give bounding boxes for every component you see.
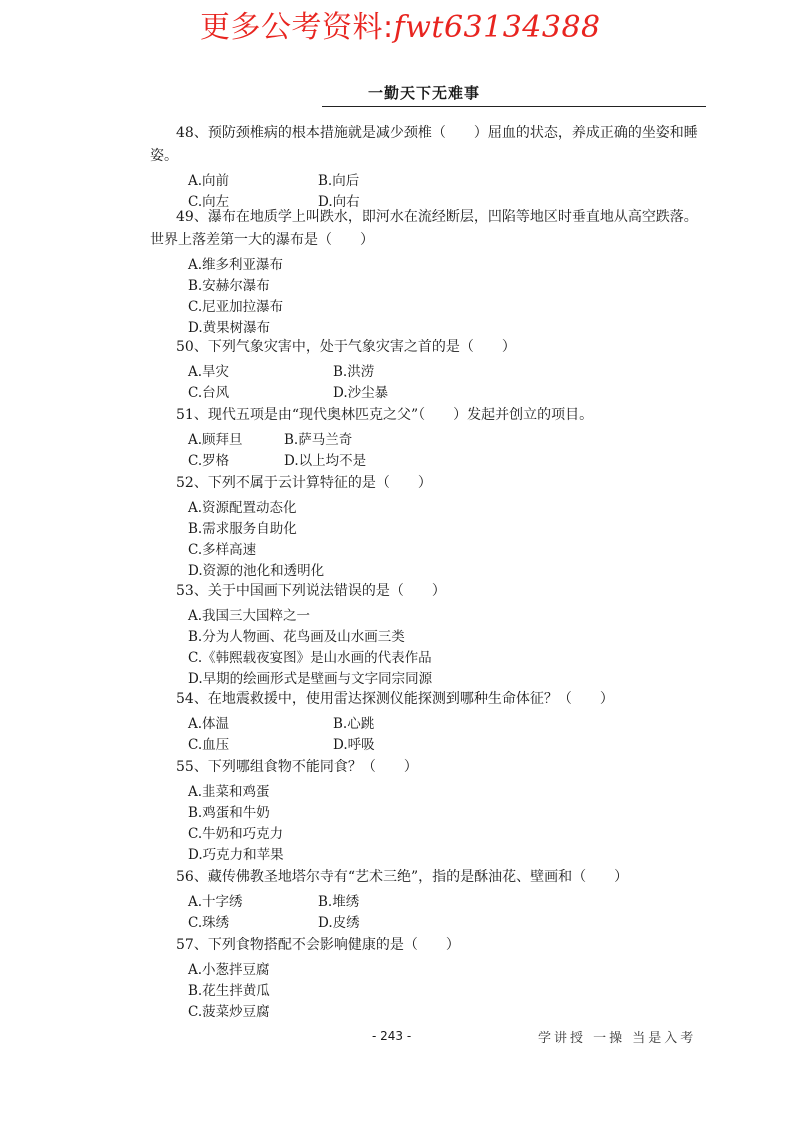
option-a: A.十字绣 <box>188 894 243 910</box>
option-a: A.旱灾 <box>188 364 230 380</box>
option-c: C.罗格 <box>188 453 230 469</box>
question-text: 54、在地震救援中，使用雷达探测仪能探测到哪种生命体征？（ ） <box>176 691 614 707</box>
option-d: D.呼吸 <box>333 737 375 753</box>
question-53 <box>150 580 710 690</box>
option-c: C.向左 <box>188 194 230 210</box>
option-c: C.台风 <box>188 385 230 401</box>
question-text: 52、下列不属于云计算特征的是（ ） <box>176 475 432 491</box>
option-b: B.需求服务自助化 <box>188 521 297 537</box>
option-b: B.分为人物画、花鸟画及山水画三类 <box>188 629 405 645</box>
question-text: 51、现代五项是由“现代奥林匹克之父”（ ）发起并创立的项目。 <box>176 407 594 423</box>
option-a: A.资源配置动态化 <box>188 500 297 516</box>
question-56 <box>150 866 710 934</box>
question-text: 57、下列食物搭配不会影响健康的是（ ） <box>176 937 460 953</box>
option-b: B.安赫尔瀑布 <box>188 278 270 294</box>
question-52 <box>150 472 710 582</box>
option-b: B.花生拌黄瓜 <box>188 983 270 999</box>
question-text: 56、藏传佛教圣地塔尔寺有“艺术三绝”，指的是酥油花、壁画和（ ） <box>176 869 629 885</box>
question-54 <box>150 688 710 756</box>
option-d: D.以上均不是 <box>284 453 367 469</box>
option-c: C.牛奶和巧克力 <box>188 826 284 842</box>
option-b: B.鸡蛋和牛奶 <box>188 805 270 821</box>
watermark-banner <box>200 2 601 46</box>
option-a: A.我国三大国粹之一 <box>188 608 311 624</box>
option-d: D.资源的池化和透明化 <box>188 563 325 579</box>
option-a: A.小葱拌豆腐 <box>188 962 270 978</box>
option-b: B.向后 <box>318 173 360 189</box>
option-c: C.珠绣 <box>188 915 230 931</box>
option-b: B.萨马兰奇 <box>284 432 353 448</box>
option-d: D.皮绣 <box>318 915 360 931</box>
question-text: 49、瀑布在地质学上叫跌水，即河水在流经断层，凹陷等地区时垂直地从高空跌落。世界上落差第一大的瀑布是（ ） <box>150 209 698 248</box>
page-number: - 243 - <box>372 1029 412 1043</box>
question-55 <box>150 756 710 866</box>
option-b: B.洪涝 <box>333 364 375 380</box>
option-c: C.尼亚加拉瀑布 <box>188 299 284 315</box>
option-a: A.韭菜和鸡蛋 <box>188 784 270 800</box>
question-text: 50、下列气象灾害中，处于气象灾害之首的是（ ） <box>176 339 516 355</box>
watermark-prefix: 更多公考资料: <box>200 10 394 45</box>
question-49 <box>150 206 710 339</box>
option-d: D.巧克力和苹果 <box>188 847 284 863</box>
question-50 <box>150 336 710 404</box>
option-a: A.顾拜旦 <box>188 432 243 448</box>
question-48 <box>150 122 710 213</box>
page-header-title: 一勤天下无难事 <box>368 84 481 102</box>
option-a: A.维多利亚瀑布 <box>188 257 284 273</box>
header-rule <box>322 106 706 107</box>
option-c: C.《韩熙载夜宴图》是山水画的代表作品 <box>188 650 432 666</box>
option-d: D.沙尘暴 <box>333 385 389 401</box>
option-b: B.心跳 <box>333 716 375 732</box>
option-a: A.体温 <box>188 716 230 732</box>
question-text: 53、关于中国画下列说法错误的是（ ） <box>176 583 446 599</box>
option-a: A.向前 <box>188 173 230 189</box>
option-b: B.堆绣 <box>318 894 360 910</box>
option-d: D.早期的绘画形式是壁画与文字同宗同源 <box>188 671 433 687</box>
question-text: 48、预防颈椎病的根本措施就是减少颈椎（ ）屈血的状态，养成正确的坐姿和睡姿。 <box>150 125 698 164</box>
option-d: D.黄果树瀑布 <box>188 320 271 336</box>
option-c: C.菠菜炒豆腐 <box>188 1004 270 1020</box>
watermark-contact: fwt63134388 <box>393 10 601 45</box>
question-57 <box>150 934 710 1023</box>
option-d: D.向右 <box>318 194 360 210</box>
question-51 <box>150 404 710 472</box>
footer-text: 学讲授 一操 当是入考 <box>538 1031 697 1046</box>
option-c: C.血压 <box>188 737 230 753</box>
question-text: 55、下列哪组食物不能同食？（ ） <box>176 759 418 775</box>
option-c: C.多样高速 <box>188 542 257 558</box>
